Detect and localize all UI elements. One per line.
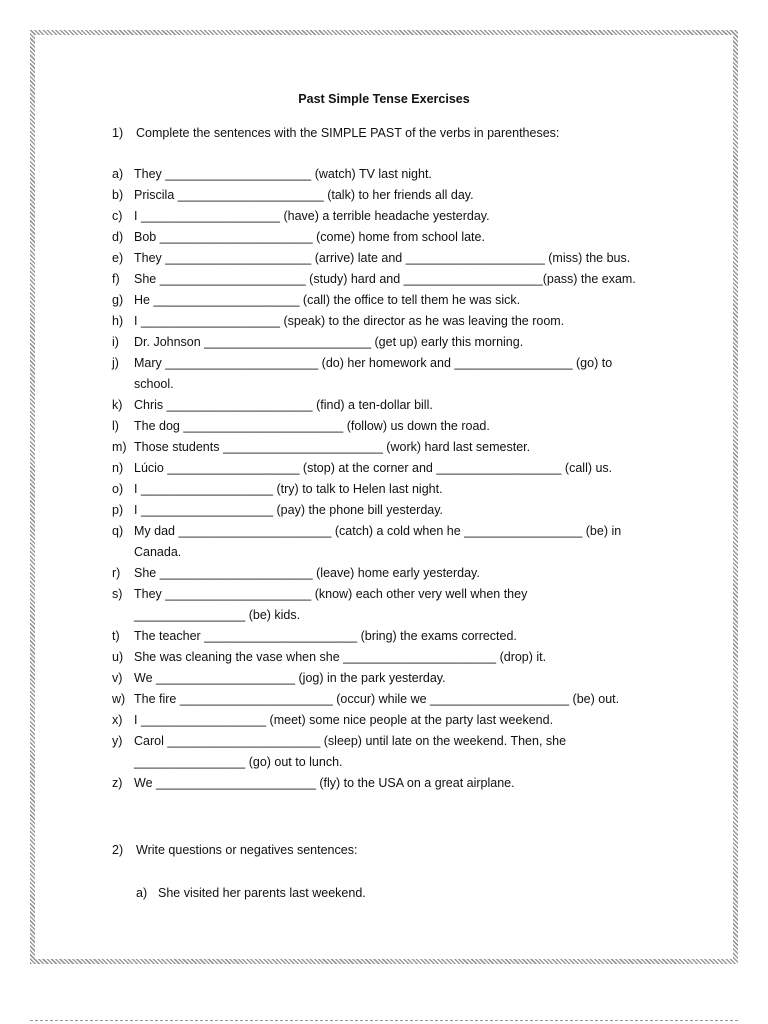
exercise-item — [112, 754, 343, 770]
exercise-item — [112, 607, 300, 623]
item-label: q) — [112, 524, 124, 538]
item-text: The dog _______________________ (follow) us down the road. — [134, 419, 490, 433]
item-text: school. — [134, 377, 174, 391]
item-text: Lúcio ___________________ (stop) at the corner and __________________ (call) us. — [134, 461, 613, 475]
item-text: I __________________ (meet) some nice people at the party last weekend. — [134, 713, 554, 727]
bottom-divider — [30, 1020, 738, 1021]
question-item — [136, 885, 366, 901]
item-label: h) — [112, 314, 124, 328]
section-1-number: 1) — [112, 126, 124, 140]
item-label: v) — [112, 671, 123, 685]
item-label: i) — [112, 335, 119, 349]
exercise-item — [112, 313, 564, 329]
exercise-item — [112, 712, 553, 728]
item-text: I ___________________ (try) to talk to Helen last night. — [134, 482, 443, 496]
item-text: They _____________________ (know) each other very well when they — [134, 587, 528, 601]
item-label: y) — [112, 734, 123, 748]
item-label: x) — [112, 713, 123, 727]
item-text: ________________ (go) out to lunch. — [134, 755, 343, 769]
item-label: m) — [112, 440, 127, 454]
item-label: j) — [112, 356, 119, 370]
item-text: The fire ______________________ (occur) while we ____________________ (be) out. — [134, 692, 620, 706]
exercise-item — [112, 271, 636, 287]
exercise-item — [112, 586, 527, 602]
item-label: p) — [112, 503, 124, 517]
item-text: I ____________________ (have) a terrible headache yesterday. — [134, 209, 490, 223]
section-2-number: 2) — [112, 843, 124, 857]
item-text: Priscila _____________________ (talk) to her friends all day. — [134, 188, 474, 202]
item-label: n) — [112, 461, 124, 475]
item-label: u) — [112, 650, 124, 664]
item-label: r) — [112, 566, 121, 580]
item-label: a) — [112, 167, 124, 181]
exercise-item — [112, 691, 619, 707]
exercise-item — [112, 208, 490, 224]
exercise-item — [112, 649, 546, 665]
item-text: I ____________________ (speak) to the director as he was leaving the room. — [134, 314, 565, 328]
item-text: She visited her parents last weekend. — [158, 886, 366, 900]
item-text: She was cleaning the vase when she ______________________ (drop) it. — [134, 650, 547, 664]
item-text: She ______________________ (leave) home early yesterday. — [134, 566, 480, 580]
section-1-instruction: Complete the sentences with the SIMPLE PAST of the verbs in parentheses: — [136, 126, 560, 140]
item-label: w) — [112, 692, 126, 706]
exercise-item — [112, 460, 612, 476]
item-text: Dr. Johnson ________________________ (get up) early this morning. — [134, 335, 524, 349]
exercise-item — [112, 166, 432, 182]
item-label: o) — [112, 482, 124, 496]
exercise-item — [112, 376, 174, 392]
item-text: My dad ______________________ (catch) a cold when he _________________ (be) in — [134, 524, 622, 538]
exercise-item — [112, 418, 490, 434]
exercise-item — [112, 187, 474, 203]
item-label: f) — [112, 272, 120, 286]
item-text: She _____________________ (study) hard and ____________________(pass) the exam. — [134, 272, 636, 286]
exercise-item — [112, 250, 630, 266]
exercise-item — [112, 628, 517, 644]
item-text: ________________ (be) kids. — [134, 608, 301, 622]
exercise-item — [112, 565, 480, 581]
item-label: d) — [112, 230, 124, 244]
item-label: e) — [112, 251, 124, 265]
item-label: l) — [112, 419, 119, 433]
item-text: They _____________________ (watch) TV last night. — [134, 167, 432, 181]
item-label: b) — [112, 188, 124, 202]
item-label: c) — [112, 209, 123, 223]
item-text: Mary ______________________ (do) her homework and _________________ (go) to — [134, 356, 613, 370]
item-text: He _____________________ (call) the office to tell them he was sick. — [134, 293, 521, 307]
item-text: They _____________________ (arrive) late and ____________________ (miss) the bus. — [134, 251, 631, 265]
exercise-item — [112, 334, 523, 350]
item-label: z) — [112, 776, 123, 790]
exercise-item — [112, 397, 433, 413]
item-text: Chris _____________________ (find) a ten-dollar bill. — [134, 398, 433, 412]
item-text: I ___________________ (pay) the phone bill yesterday. — [134, 503, 444, 517]
exercise-item — [112, 544, 181, 560]
item-text: We ____________________ (jog) in the park yesterday. — [134, 671, 446, 685]
worksheet-title: Past Simple Tense Exercises — [298, 92, 470, 106]
exercise-item — [112, 229, 485, 245]
exercise-item — [112, 292, 520, 308]
item-text: Carol ______________________ (sleep) until late on the weekend. Then, she — [134, 734, 567, 748]
exercise-item — [112, 523, 621, 539]
exercise-item — [112, 355, 612, 371]
item-label: t) — [112, 629, 120, 643]
item-text: Bob ______________________ (come) home from school late. — [134, 230, 485, 244]
item-text: Canada. — [134, 545, 182, 559]
item-text: The teacher ______________________ (bring) the exams corrected. — [134, 629, 517, 643]
exercise-item — [112, 481, 443, 497]
exercise-item — [112, 439, 530, 455]
item-text: We _______________________ (fly) to the USA on a great airplane. — [134, 776, 515, 790]
item-label: k) — [112, 398, 123, 412]
item-label: a) — [136, 886, 148, 900]
exercise-item — [112, 670, 446, 686]
exercise-item — [112, 502, 443, 518]
exercise-item — [112, 775, 515, 791]
exercise-item — [112, 733, 566, 749]
item-text: Those students _______________________ (work) hard last semester. — [134, 440, 531, 454]
section-2-instruction: Write questions or negatives sentences: — [136, 843, 358, 857]
item-label: s) — [112, 587, 123, 601]
item-label: g) — [112, 293, 124, 307]
